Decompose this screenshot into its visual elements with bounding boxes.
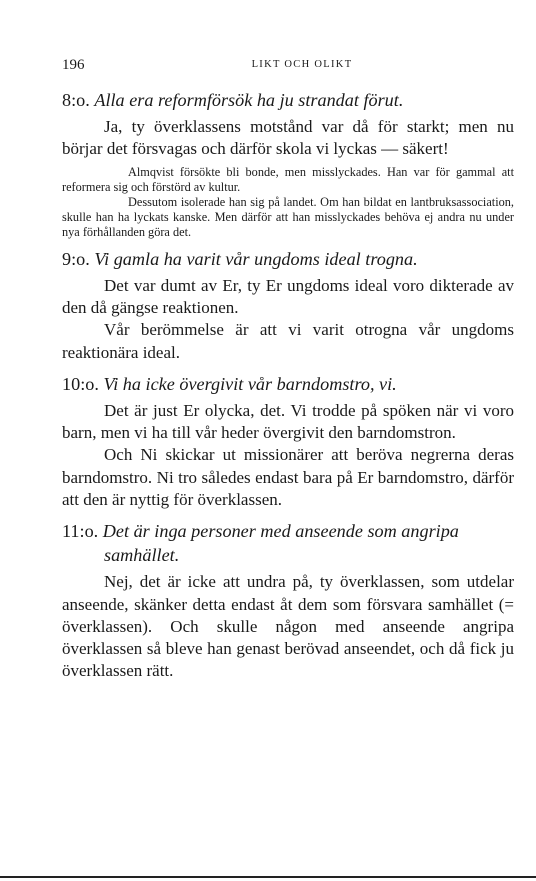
- section-number: 8:o.: [62, 90, 90, 110]
- paragraph: Och Ni skickar ut missionärer att beröva negrerna deras barndomstro. Ni tro således endast bara på Er barndomstro, därför att den är nyttig för överklassen.: [62, 445, 514, 509]
- note-paragraph: Dessutom isolerade han sig på landet. Om han bildat en lantbruksassociation, skulle han ha lyckats kanske. Men därför att han misslyckades behöva ej andra nu under nya förhållanden göra det.: [62, 195, 514, 240]
- section-heading: [62, 372, 514, 396]
- page-number: 196: [62, 57, 85, 73]
- section-10: [62, 372, 514, 511]
- footnote-block: [62, 165, 514, 241]
- section-9: [62, 247, 514, 364]
- paragraph: Vår berömmelse är att vi varit otrogna vår ungdoms reaktionära ideal.: [62, 320, 514, 362]
- page-bottom-edge: [0, 876, 536, 878]
- section-title: Vi ha icke övergivit vår barndomstro, vi.: [103, 373, 397, 394]
- section-title: Alla era reformförsök ha ju strandat förut.: [94, 90, 404, 110]
- section-heading: [62, 519, 514, 567]
- section-title: Vi gamla ha varit vår ungdoms ideal trogna.: [94, 248, 418, 269]
- paragraph: Ja, ty överklassens motstånd var då för starkt; men nu börjar det försvagas och därför skola vi lyckas — säkert!: [62, 117, 514, 159]
- section-number: 9:o.: [62, 248, 90, 269]
- paragraph: Det var dumt av Er, ty Er ungdoms ideal voro dikterade av den då gängse reaktionen.: [62, 275, 514, 317]
- note-paragraph: Almqvist försökte bli bonde, men misslyckades. Han var för gammal att reformera sig och förstörd av kultur.: [62, 164, 514, 194]
- section-heading: [62, 88, 514, 112]
- running-title: LIKT OCH OLIKT: [251, 59, 353, 70]
- section-heading: [62, 247, 514, 271]
- section-title: Det är inga personer med anseende som angripa samhället.: [102, 521, 459, 566]
- section-8: [62, 88, 514, 241]
- paragraph: Nej, det är icke att undra på, ty överklassen, som utdelar anseende, skänker detta endast åt dem som försvara samhället (= överklassen). Och skulle någon med anseende angripa överklassen så bleve han genast berövad anseendet, och då fick ju överklassen rätt.: [62, 572, 514, 681]
- section-number: 11:o.: [62, 521, 99, 542]
- page-header: [62, 57, 514, 77]
- paragraph: Det är just Er olycka, det. Vi trodde på spöken när vi voro barn, men vi ha till vår heder övergivit den barndomstron.: [62, 400, 514, 443]
- section-number: 10:o.: [62, 373, 99, 394]
- section-11: [62, 519, 514, 682]
- page-body: [62, 88, 514, 683]
